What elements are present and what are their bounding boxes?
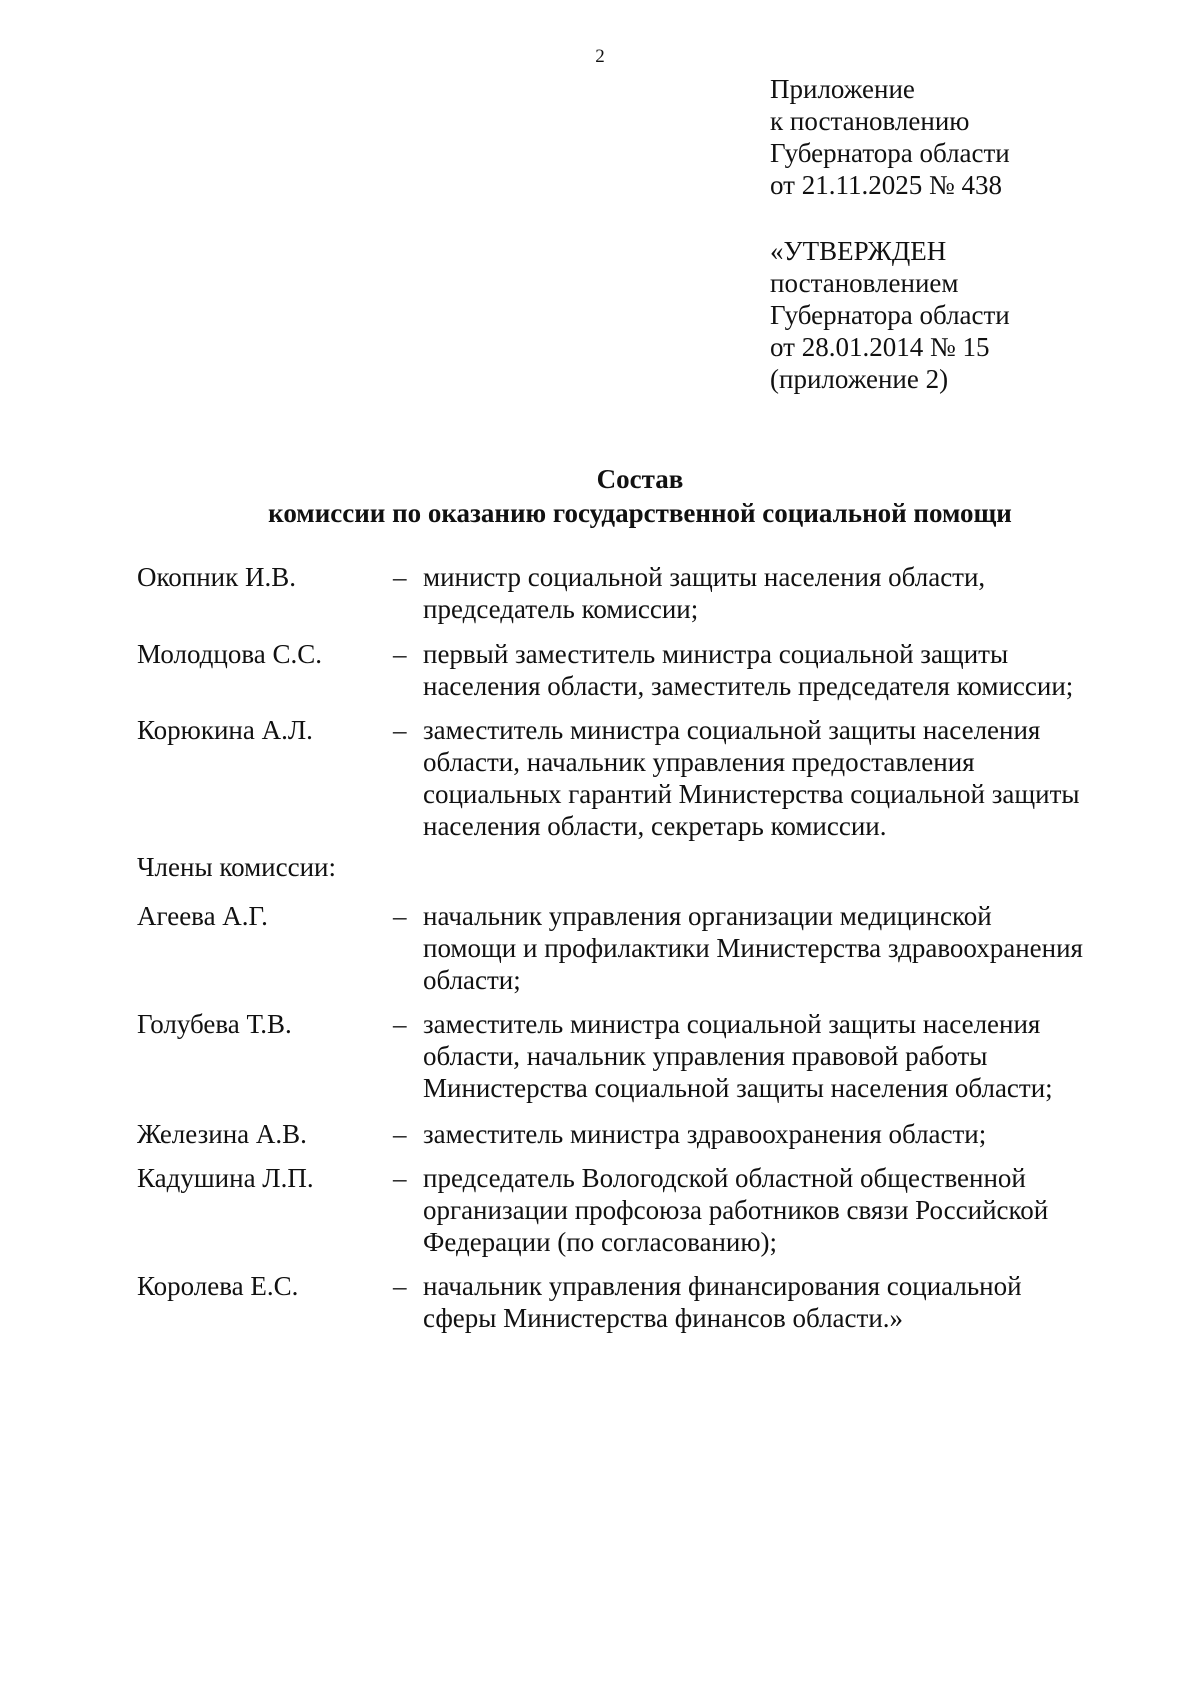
role-line: области, начальник управления правовой работы [423,1041,988,1071]
appendix-block [770,73,1010,201]
member-name: Кадушина Л.П. [137,1163,314,1193]
approved-line: постановлением [770,268,959,298]
member-role [423,1118,1138,1150]
member-role [423,1270,1138,1334]
approved-line: «УТВЕРЖДЕН [770,236,947,266]
role-line: сферы Министерства финансов области.» [423,1303,904,1333]
dash: – [393,715,407,745]
member-name: Корюкина А.Л. [137,715,313,745]
title-line-2: комиссии по оказанию государственной социальной помощи [268,498,1012,528]
role-line: области, начальник управления предоставления [423,747,975,777]
member-name: Королева Е.С. [137,1271,299,1301]
dash: – [393,639,407,669]
title-line-1: Состав [596,464,684,494]
member-role [423,714,1138,842]
member-role [423,1008,1138,1104]
appendix-line: от 21.11.2025 № 438 [770,170,1002,200]
role-line: Федерации (по согласованию); [423,1227,778,1257]
member-name: Агеева А.Г. [137,901,268,931]
role-line: заместитель министра социальной защиты населения [423,1009,1041,1039]
dash: – [393,901,407,931]
role-line: председатель Вологодской областной общественной [423,1163,1026,1193]
dash: – [393,1163,407,1193]
member-name: Молодцова С.С. [137,639,323,669]
role-line: организации профсоюза работников связи Российской [423,1195,1049,1225]
appendix-line: к постановлению [770,106,970,136]
document-title [120,462,1160,530]
page-number: 2 [595,46,605,67]
role-line: населения области, секретарь комиссии. [423,811,887,841]
dash: – [393,1119,407,1149]
role-line: Министерства социальной защиты населения области; [423,1073,1053,1103]
approved-line: Губернатора области [770,300,1010,330]
member-role [423,1162,1138,1258]
role-line: первый заместитель министра социальной защиты [423,639,1009,669]
members-heading: Члены комиссии: [137,852,336,882]
approved-line: от 28.01.2014 № 15 [770,332,990,362]
role-line: заместитель министра здравоохранения области; [423,1119,987,1149]
role-line: помощи и профилактики Министерства здравоохранения [423,933,1083,963]
member-role [423,900,1138,996]
role-line: заместитель министра социальной защиты населения [423,715,1041,745]
role-line: области; [423,965,521,995]
appendix-line: Губернатора области [770,138,1010,168]
dash: – [393,1009,407,1039]
role-line: населения области, заместитель председателя комиссии; [423,671,1074,701]
member-role [423,561,1138,625]
dash: – [393,1271,407,1301]
role-line: начальник управления финансирования социальной [423,1271,1022,1301]
member-name: Окопник И.В. [137,562,296,592]
member-role [423,638,1138,702]
member-name: Железина А.В. [137,1119,307,1149]
approved-stamp-block [770,235,1010,395]
role-line: начальник управления организации медицинской [423,901,992,931]
role-line: министр социальной защиты населения области, [423,562,986,592]
dash: – [393,562,407,592]
appendix-line: Приложение [770,74,915,104]
role-line: социальных гарантий Министерства социальной защиты [423,779,1080,809]
member-name: Голубева Т.В. [137,1009,292,1039]
role-line: председатель комиссии; [423,594,699,624]
approved-line: (приложение 2) [770,364,949,394]
